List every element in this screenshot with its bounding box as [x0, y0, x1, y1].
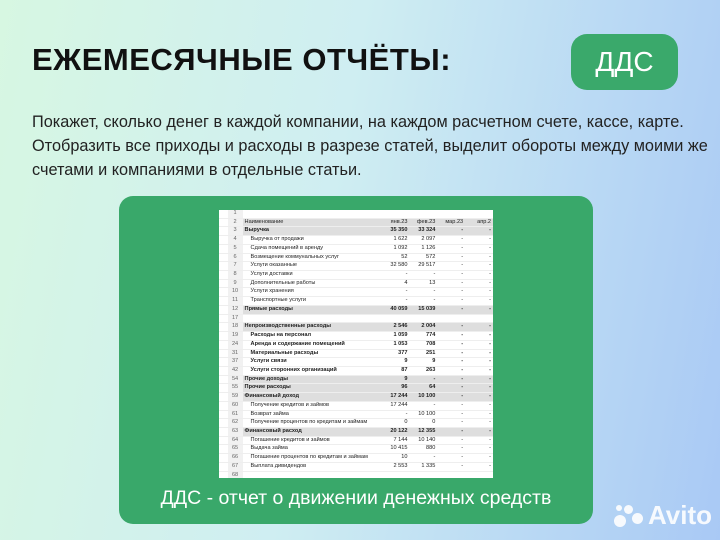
cell-value: - — [437, 366, 465, 375]
cell-value: - — [410, 375, 438, 384]
cell-value: 9 — [410, 358, 438, 367]
row-number: 63 — [228, 427, 243, 436]
cell-value — [410, 210, 438, 218]
row-label: Сдача помещений в аренду — [243, 244, 382, 253]
table-row — [219, 445, 493, 454]
outline-gutter — [219, 340, 228, 349]
table-row — [219, 244, 493, 253]
cell-value: - — [465, 262, 493, 271]
cash-flow-table — [219, 210, 493, 478]
cell-value: - — [437, 297, 465, 306]
row-number: 54 — [228, 375, 243, 384]
cell-value: - — [437, 323, 465, 332]
cell-value: 2 553 — [382, 462, 410, 471]
cell-value — [382, 314, 410, 323]
cell-value: - — [465, 349, 493, 358]
cell-value — [410, 314, 438, 323]
cell-value: - — [465, 366, 493, 375]
table-row — [219, 436, 493, 445]
cell-value: - — [437, 262, 465, 271]
avito-watermark — [614, 500, 712, 531]
row-number: 7 — [228, 262, 243, 271]
table-row — [219, 253, 493, 262]
cell-value: - — [410, 454, 438, 463]
outline-gutter — [219, 349, 228, 358]
row-label: Непроизводственные расходы — [243, 323, 382, 332]
cell-value: - — [437, 244, 465, 253]
cell-value: 1 126 — [410, 244, 438, 253]
row-number: 37 — [228, 358, 243, 367]
row-number: 24 — [228, 340, 243, 349]
table-row — [219, 332, 493, 341]
cell-value: янв.23 — [382, 218, 410, 227]
cell-value: - — [465, 227, 493, 236]
cell-value: 0 — [382, 419, 410, 428]
cell-value: - — [465, 244, 493, 253]
spreadsheet-screenshot — [219, 210, 493, 478]
outline-gutter — [219, 244, 228, 253]
row-label — [243, 471, 382, 478]
cell-value — [465, 471, 493, 478]
table-row — [219, 375, 493, 384]
outline-gutter — [219, 218, 228, 227]
cell-value — [465, 210, 493, 218]
row-label: Дополнительные работы — [243, 279, 382, 288]
cell-value: - — [382, 271, 410, 280]
table-row — [219, 427, 493, 436]
cell-value: - — [465, 419, 493, 428]
cell-value: - — [437, 427, 465, 436]
row-number: 66 — [228, 454, 243, 463]
row-label: Прочие доходы — [243, 375, 382, 384]
outline-gutter — [219, 288, 228, 297]
outline-gutter — [219, 393, 228, 402]
row-number: 61 — [228, 410, 243, 419]
table-row — [219, 419, 493, 428]
row-number: 4 — [228, 236, 243, 245]
cell-value — [382, 471, 410, 478]
cell-value: - — [437, 384, 465, 393]
row-label: Погашение процентов по кредитам и займам — [243, 454, 382, 463]
table-row — [219, 384, 493, 393]
outline-gutter — [219, 436, 228, 445]
table-row — [219, 314, 493, 323]
cell-value: - — [437, 410, 465, 419]
row-number: 12 — [228, 305, 243, 314]
row-number: 67 — [228, 462, 243, 471]
cell-value: 1 053 — [382, 340, 410, 349]
cell-value: - — [465, 427, 493, 436]
cell-value: - — [437, 271, 465, 280]
row-label: Погашение кредитов и займов — [243, 436, 382, 445]
cell-value: 17 244 — [382, 401, 410, 410]
row-label: Наименование — [243, 218, 382, 227]
row-number: 1 — [228, 210, 243, 218]
table-row — [219, 262, 493, 271]
avito-wordmark: Avito — [648, 500, 713, 530]
outline-gutter — [219, 227, 228, 236]
outline-gutter — [219, 358, 228, 367]
row-number: 5 — [228, 244, 243, 253]
cell-value: 377 — [382, 349, 410, 358]
table-row — [219, 227, 493, 236]
outline-gutter — [219, 271, 228, 280]
cell-value: - — [465, 393, 493, 402]
cell-value: 0 — [410, 419, 438, 428]
cell-value: 12 355 — [410, 427, 438, 436]
cell-value: - — [465, 340, 493, 349]
cell-value: - — [437, 340, 465, 349]
outline-gutter — [219, 401, 228, 410]
cell-value: - — [465, 288, 493, 297]
row-label: Услуги доставки — [243, 271, 382, 280]
row-label: Аренда и содержание помещений — [243, 340, 382, 349]
table-row — [219, 366, 493, 375]
row-number: 10 — [228, 288, 243, 297]
row-label: Получение кредитов и займов — [243, 401, 382, 410]
row-number: 65 — [228, 445, 243, 454]
table-row — [219, 210, 493, 218]
table-row — [219, 288, 493, 297]
cell-value: - — [437, 401, 465, 410]
cell-value: 1 092 — [382, 244, 410, 253]
cell-value: - — [437, 393, 465, 402]
cell-value: 29 517 — [410, 262, 438, 271]
outline-gutter — [219, 305, 228, 314]
row-label: Транспортные услуги — [243, 297, 382, 306]
row-number: 18 — [228, 323, 243, 332]
cell-value: - — [465, 375, 493, 384]
table-row — [219, 305, 493, 314]
cell-value: 64 — [410, 384, 438, 393]
row-number: 31 — [228, 349, 243, 358]
cell-value: 33 324 — [410, 227, 438, 236]
row-label: Получение процентов по кредитам и займам — [243, 419, 382, 428]
cell-value: 774 — [410, 332, 438, 341]
page-title: ЕЖЕМЕСЯЧНЫЕ ОТЧЁТЫ: — [32, 42, 452, 77]
row-label: Финансовый расход — [243, 427, 382, 436]
cell-value: апр.2 — [465, 218, 493, 227]
cell-value: - — [465, 358, 493, 367]
row-number: 60 — [228, 401, 243, 410]
outline-gutter — [219, 471, 228, 478]
description-text: Покажет, сколько денег в каждой компании, на каждом расчетном счете, кассе, карте. Отобразить все приходы и расходы в разрезе статей, выделит обороты между моими же счетами и компаниями в отдельные статьи. — [32, 113, 708, 179]
cell-value: 10 — [382, 454, 410, 463]
row-label: Выплата дивидендов — [243, 462, 382, 471]
table-row — [219, 471, 493, 478]
row-label: Финансовый доход — [243, 393, 382, 402]
cell-value: 251 — [410, 349, 438, 358]
outline-gutter — [219, 445, 228, 454]
cell-value: 708 — [410, 340, 438, 349]
cell-value: - — [382, 288, 410, 297]
cell-value: - — [465, 305, 493, 314]
cell-value: - — [465, 323, 493, 332]
cell-value — [382, 210, 410, 218]
row-label: Материальные расходы — [243, 349, 382, 358]
outline-gutter — [219, 210, 228, 218]
cell-value: 32 580 — [382, 262, 410, 271]
row-number: 19 — [228, 332, 243, 341]
row-number: 6 — [228, 253, 243, 262]
table-row — [219, 410, 493, 419]
cell-value: - — [465, 279, 493, 288]
outline-gutter — [219, 454, 228, 463]
outline-gutter — [219, 462, 228, 471]
row-label: Услуги сторонних организаций — [243, 366, 382, 375]
cell-value: 20 122 — [382, 427, 410, 436]
cell-value: - — [465, 410, 493, 419]
table-row — [219, 279, 493, 288]
cell-value: - — [437, 349, 465, 358]
row-number: 59 — [228, 393, 243, 402]
cell-value: - — [465, 454, 493, 463]
cell-value: 35 350 — [382, 227, 410, 236]
row-label: Услуги оказанные — [243, 262, 382, 271]
cell-value: - — [437, 236, 465, 245]
cell-value: 1 059 — [382, 332, 410, 341]
cell-value: - — [437, 305, 465, 314]
cell-value: - — [437, 358, 465, 367]
cell-value: 1 335 — [410, 462, 438, 471]
cell-value: - — [465, 253, 493, 262]
cell-value: - — [465, 332, 493, 341]
row-label: Выдача займа — [243, 445, 382, 454]
cell-value: - — [465, 462, 493, 471]
table-row — [219, 462, 493, 471]
outline-gutter — [219, 410, 228, 419]
cell-value: - — [410, 271, 438, 280]
table-row — [219, 393, 493, 402]
cell-value: - — [465, 297, 493, 306]
cell-value: 880 — [410, 445, 438, 454]
cell-value: - — [465, 236, 493, 245]
table-row — [219, 297, 493, 306]
cell-value: 572 — [410, 253, 438, 262]
row-label: Прямые расходы — [243, 305, 382, 314]
cell-value: 13 — [410, 279, 438, 288]
row-number: 9 — [228, 279, 243, 288]
outline-gutter — [219, 427, 228, 436]
cell-value: - — [437, 436, 465, 445]
cell-value: фев.23 — [410, 218, 438, 227]
cell-value: - — [465, 401, 493, 410]
cell-value: - — [437, 419, 465, 428]
outline-gutter — [219, 366, 228, 375]
cell-value: - — [465, 445, 493, 454]
row-number: 68 — [228, 471, 243, 478]
cell-value: - — [382, 410, 410, 419]
outline-gutter — [219, 314, 228, 323]
cell-value: - — [437, 253, 465, 262]
row-label: Прочие расходы — [243, 384, 382, 393]
cell-value: 52 — [382, 253, 410, 262]
outline-gutter — [219, 375, 228, 384]
avito-logo-icon — [614, 503, 644, 529]
cell-value: 10 415 — [382, 445, 410, 454]
cell-value: - — [410, 297, 438, 306]
dds-badge: ДДС — [571, 34, 678, 90]
cell-value: 2 546 — [382, 323, 410, 332]
cell-value: 40 059 — [382, 305, 410, 314]
cell-value: - — [382, 297, 410, 306]
cell-value — [437, 471, 465, 478]
table-row — [219, 271, 493, 280]
cell-value: 263 — [410, 366, 438, 375]
row-number: 8 — [228, 271, 243, 280]
row-label: Услуги хранения — [243, 288, 382, 297]
cell-value: - — [437, 332, 465, 341]
row-number: 2 — [228, 218, 243, 227]
cell-value: 2 004 — [410, 323, 438, 332]
outline-gutter — [219, 253, 228, 262]
outline-gutter — [219, 384, 228, 393]
row-number: 42 — [228, 366, 243, 375]
outline-gutter — [219, 332, 228, 341]
cell-value: - — [410, 401, 438, 410]
table-row — [219, 323, 493, 332]
row-label: Выручка от продажи — [243, 236, 382, 245]
outline-gutter — [219, 236, 228, 245]
row-label: Расходы на персонал — [243, 332, 382, 341]
cell-value: 2 097 — [410, 236, 438, 245]
cell-value: - — [437, 462, 465, 471]
cell-value: - — [437, 375, 465, 384]
cell-value — [437, 314, 465, 323]
row-label: Возврат займа — [243, 410, 382, 419]
row-number: 62 — [228, 419, 243, 428]
cell-value: 9 — [382, 358, 410, 367]
cell-value: 9 — [382, 375, 410, 384]
cell-value: мар.23 — [437, 218, 465, 227]
cell-value: 10 100 — [410, 393, 438, 402]
cell-value: 87 — [382, 366, 410, 375]
row-number: 3 — [228, 227, 243, 236]
cell-value: - — [465, 271, 493, 280]
row-number: 55 — [228, 384, 243, 393]
table-row — [219, 349, 493, 358]
table-row — [219, 401, 493, 410]
outline-gutter — [219, 297, 228, 306]
cell-value: - — [437, 445, 465, 454]
table-row — [219, 236, 493, 245]
cell-value — [465, 314, 493, 323]
cell-value: - — [410, 288, 438, 297]
row-label — [243, 210, 382, 218]
row-number: 11 — [228, 297, 243, 306]
row-label — [243, 314, 382, 323]
cell-value: 4 — [382, 279, 410, 288]
cell-value: - — [437, 227, 465, 236]
cell-value: 10 140 — [410, 436, 438, 445]
cell-value — [437, 210, 465, 218]
table-row — [219, 358, 493, 367]
cell-value: 15 039 — [410, 305, 438, 314]
card-caption: ДДС - отчет о движении денежных средств — [160, 487, 552, 509]
cell-value: - — [437, 279, 465, 288]
outline-gutter — [219, 262, 228, 271]
cell-value: 96 — [382, 384, 410, 393]
cell-value: 17 244 — [382, 393, 410, 402]
cell-value: 7 144 — [382, 436, 410, 445]
row-number: 17 — [228, 314, 243, 323]
outline-gutter — [219, 323, 228, 332]
cell-value: 10 100 — [410, 410, 438, 419]
table-row — [219, 340, 493, 349]
table-row — [219, 218, 493, 227]
row-number: 64 — [228, 436, 243, 445]
report-card — [119, 196, 593, 524]
cell-value: 1 622 — [382, 236, 410, 245]
cell-value: - — [465, 436, 493, 445]
outline-gutter — [219, 419, 228, 428]
row-label: Выручка — [243, 227, 382, 236]
outline-gutter — [219, 279, 228, 288]
row-label: Услуги связи — [243, 358, 382, 367]
cell-value: - — [465, 384, 493, 393]
cell-value: - — [437, 288, 465, 297]
cell-value: - — [437, 454, 465, 463]
row-label: Возмещение коммунальных услуг — [243, 253, 382, 262]
table-row — [219, 454, 493, 463]
cell-value — [410, 471, 438, 478]
